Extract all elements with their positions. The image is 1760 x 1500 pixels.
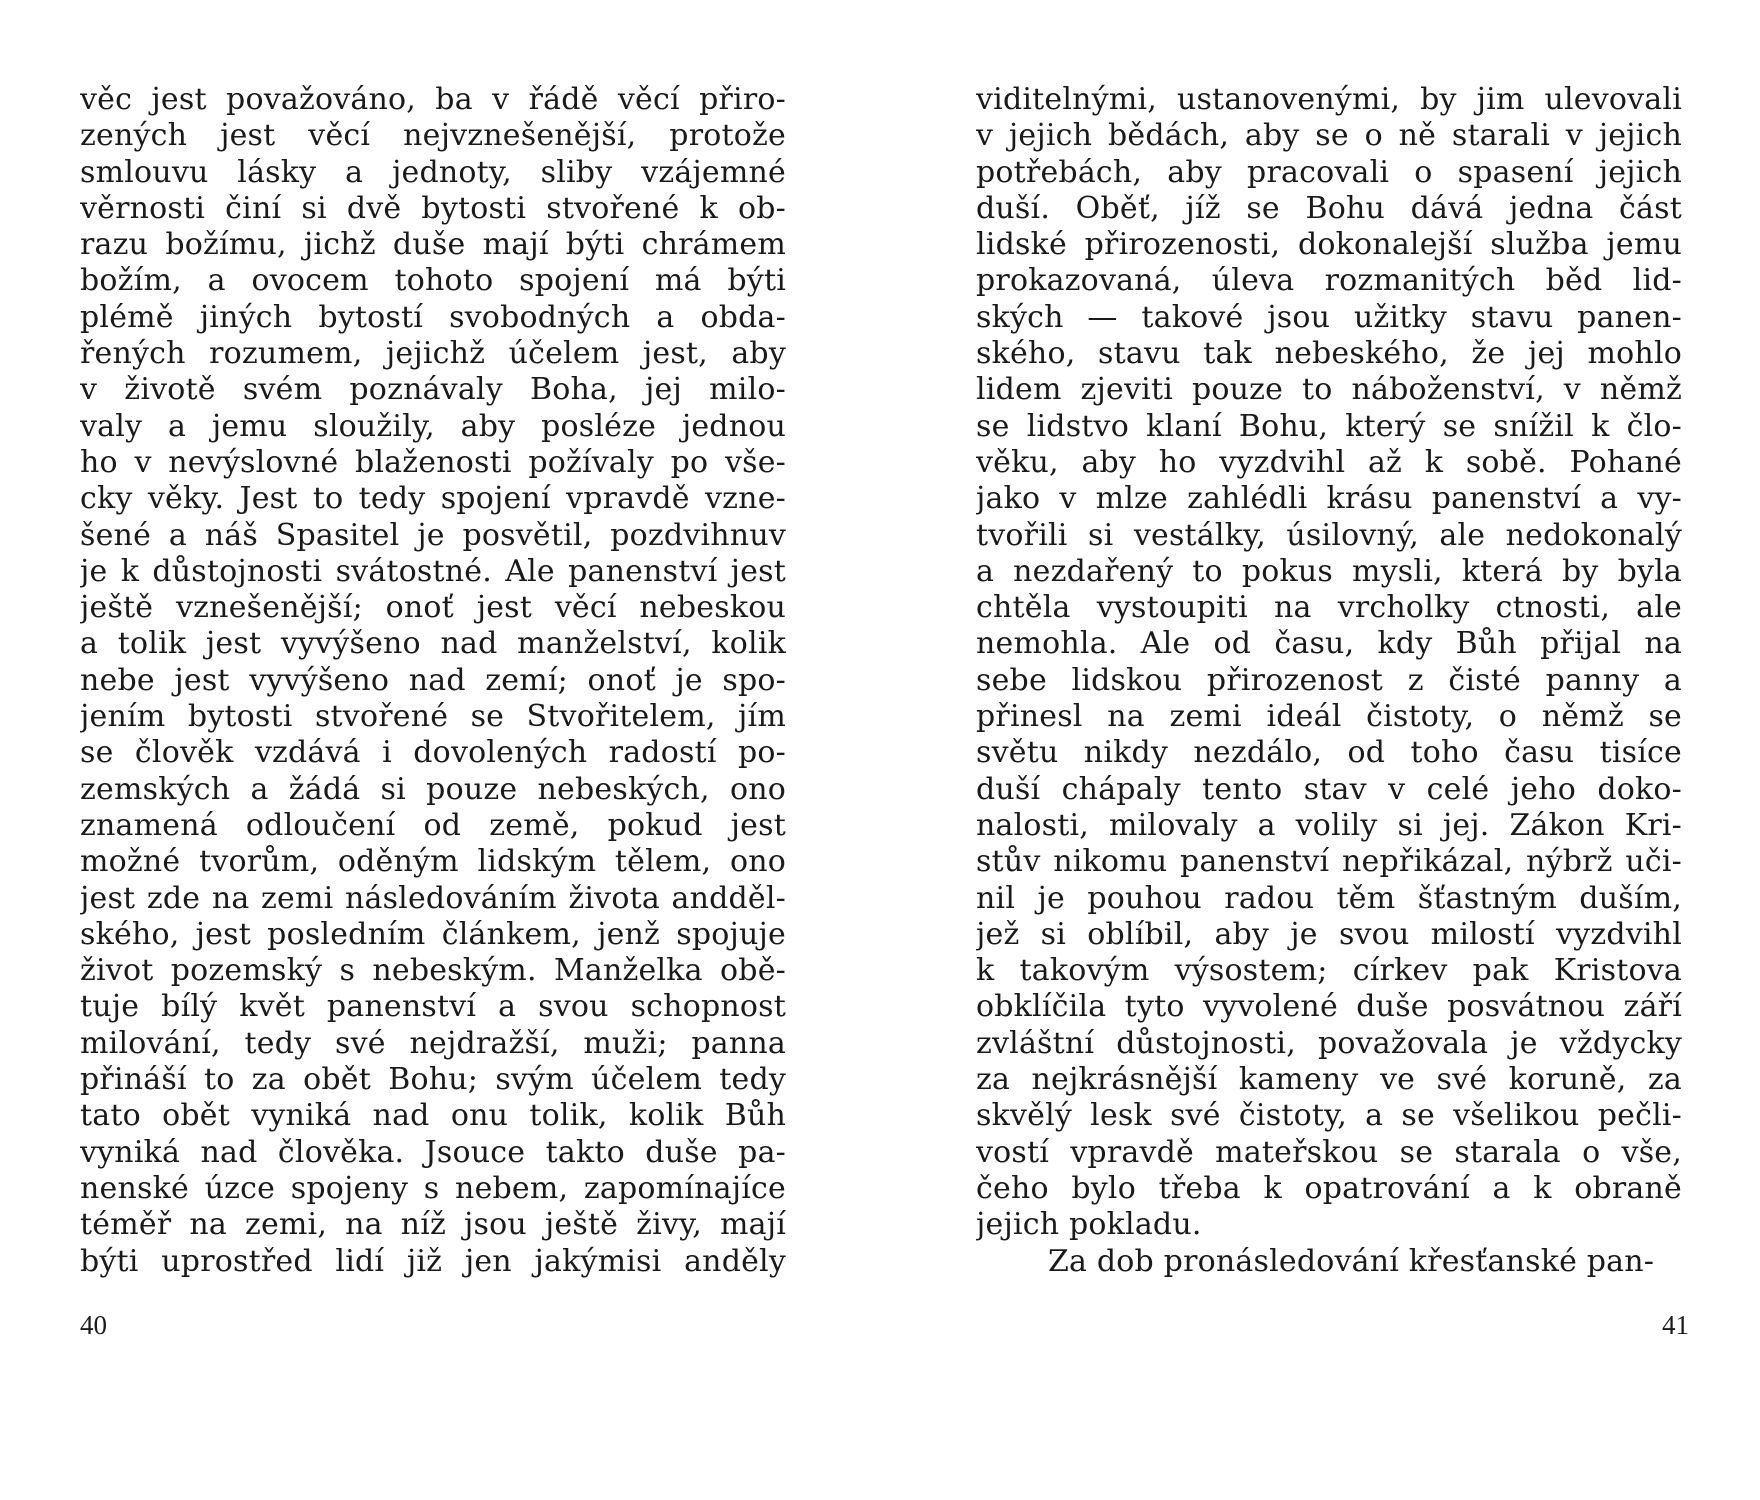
text-line: věc jest považováno, ba v řádě věcí přiro-: [80, 82, 786, 117]
text-line: lidské přirozenosti, dokonalejší služba jemu: [976, 227, 1682, 263]
text-line: býti uprostřed lidí již jen jakýmisi anděly: [80, 1243, 786, 1279]
text-line: ského, stavu tak nebeského, že jej mohlo: [976, 336, 1682, 372]
left-page: [80, 82, 786, 1280]
text-line: jením bytosti stvořené se Stvořitelem, jím: [80, 699, 786, 735]
text-line: v jejich bědách, aby se o ně starali v jejich: [976, 118, 1682, 154]
text-line: čeho bylo třeba k opatrování a k obraně: [976, 1170, 1682, 1206]
text-line: tato obět vyniká nad onu tolik, kolik Bůh: [80, 1098, 786, 1134]
text-line: sebe lidskou přirozenost z čisté panny a: [976, 662, 1682, 698]
left-page-text: [80, 82, 786, 1280]
text-line: nil je pouhou radou těm šťastným duším,: [976, 880, 1682, 916]
text-line: zených jest věcí nejvznešenější, protože: [80, 118, 786, 154]
page-number-left: 40: [80, 1310, 107, 1340]
text-line: jež si oblíbil, aby je svou milostí vyzdvihl: [976, 916, 1682, 952]
text-line: jako v mlze zahlédli krásu panenství a vy-: [976, 481, 1682, 517]
text-line: v životě svém poznávaly Boha, jej milo-: [80, 372, 786, 408]
text-line: zvláštní důstojnosti, považovala je vždycky: [976, 1025, 1682, 1061]
text-line: cky věky. Jest to tedy spojení vpravdě vzne-: [80, 481, 786, 517]
text-line: téměř na zemi, na níž jsou ještě živy, mají: [80, 1207, 786, 1243]
text-line: ho v nevýslovné blaženosti požívaly po vše-: [80, 444, 786, 480]
text-line: tvořili si vestálky, úsilovný, ale nedokonalý: [976, 517, 1682, 553]
text-line: plémě jiných bytostí svobodných a obda-: [80, 299, 786, 335]
text-line: šené a náš Spasitel je posvětil, pozdvihnuv: [80, 517, 786, 553]
text-line: stův nikomu panenství nepřikázal, nýbrž uči-: [976, 844, 1682, 880]
text-line: věku, aby ho vyzdvihl až k sobě. Pohané: [976, 444, 1682, 480]
text-line: a nezdařený to pokus mysli, která by byla: [976, 553, 1682, 589]
text-line: se člověk vzdává i dovolených radostí po-: [80, 735, 786, 771]
text-line: valy a jemu sloužily, aby posléze jednou: [80, 408, 786, 444]
text-line: ského, jest posledním článkem, jenž spojuje: [80, 916, 786, 952]
text-line: nemohla. Ale od času, kdy Bůh přijal na: [976, 626, 1682, 662]
text-line: božím, a ovocem tohoto spojení má býti: [80, 263, 786, 299]
right-page-text: [976, 82, 1682, 1280]
text-line: chtěla vystoupiti na vrcholky ctnosti, ale: [976, 590, 1682, 626]
text-line: duší chápaly tento stav v celé jeho doko-: [976, 771, 1682, 807]
text-line: k takovým výsostem; církev pak Kristova: [976, 953, 1682, 989]
text-line: přinesl na zemi ideál čistoty, o němž se: [976, 699, 1682, 735]
text-line: skvělý lesk své čistoty, a se všelikou pečli-: [976, 1098, 1682, 1134]
text-line: razu božímu, jichž duše mají býti chrámem: [80, 227, 786, 263]
text-line: jejich pokladu.: [976, 1207, 1202, 1243]
text-line: ještě vznešenější; onoť jest věcí nebeskou: [80, 590, 786, 626]
text-line: vostí vpravdě mateřskou se starala o vše,: [976, 1134, 1682, 1170]
text-line: světu nikdy nezdálo, od toho času tisíce: [976, 735, 1682, 771]
text-line: je k důstojnosti svátostné. Ale panenství jest: [80, 553, 786, 589]
text-line: obklíčila tyto vyvolené duše posvátnou září: [976, 989, 1682, 1025]
text-line: nalosti, milovaly a volily si jej. Zákon Kri-: [976, 807, 1682, 843]
text-line: za nejkrásnější kameny ve své koruně, za: [976, 1062, 1682, 1098]
text-line: milování, tedy své nejdražší, muži; panna: [80, 1025, 786, 1061]
text-line: se lidstvo klaní Bohu, který se snížil k člo-: [976, 408, 1682, 444]
text-line: věrnosti činí si dvě bytosti stvořené k ob-: [80, 190, 786, 226]
page-number-right: 41: [1662, 1310, 1689, 1340]
text-line: možné tvorům, oděným lidským tělem, ono: [80, 844, 786, 880]
text-line: prokazovaná, úleva rozmanitých běd lid-: [976, 263, 1682, 299]
text-line: potřebách, aby pracovali o spasení jejich: [976, 154, 1682, 190]
right-page: [976, 82, 1682, 1280]
text-line: nebe jest vyvýšeno nad zemí; onoť je spo-: [80, 662, 786, 698]
text-line: smlouvu lásky a jednoty, sliby vzájemné: [80, 154, 786, 190]
text-line: přináší to za obět Bohu; svým účelem tedy: [80, 1062, 786, 1098]
text-line: zemských a žádá si pouze nebeských, ono: [80, 771, 786, 807]
text-line: vyniká nad člověka. Jsouce takto duše pa-: [80, 1134, 786, 1170]
text-line: jest zde na zemi následováním života andděl-: [80, 880, 786, 916]
text-line: znamená odloučení od země, pokud jest: [80, 807, 786, 843]
text-line: život pozemský s nebeským. Manželka obě-: [80, 953, 786, 989]
text-line: a tolik jest vyvýšeno nad manželství, kolik: [80, 626, 786, 662]
text-line: viditelnými, ustanovenými, by jim ulevovali: [976, 82, 1682, 117]
text-line: ských — takové jsou užitky stavu panen-: [976, 299, 1682, 335]
text-line: Za dob pronásledování křesťanské pan-: [1048, 1243, 1655, 1279]
text-line: řených rozumem, jejichž účelem jest, aby: [80, 336, 786, 372]
text-line: tuje bílý květ panenství a svou schopnost: [80, 989, 786, 1025]
text-line: lidem zjeviti pouze to náboženství, v němž: [976, 372, 1682, 408]
text-line: nenské úzce spojeny s nebem, zapomínajíce: [80, 1170, 786, 1206]
text-line: duší. Oběť, jíž se Bohu dává jedna část: [976, 190, 1682, 226]
